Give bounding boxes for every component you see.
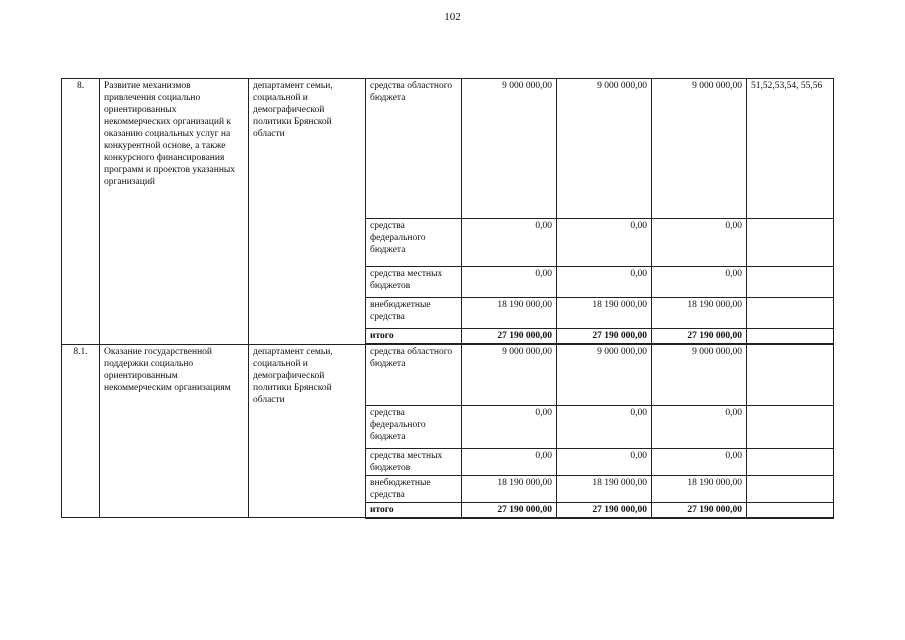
amount-cell: 0,00 xyxy=(557,267,652,298)
page-number: 102 xyxy=(444,11,461,23)
funding-source-total: итого xyxy=(366,329,462,345)
funding-source: средства федерального бюджета xyxy=(366,219,462,267)
amount-cell: 18 190 000,00 xyxy=(462,475,557,502)
amount-cell: 9 000 000,00 xyxy=(462,79,557,219)
amount-cell: 18 190 000,00 xyxy=(462,298,557,329)
row-number: 8.1. xyxy=(62,344,100,518)
amount-cell: 9 000 000,00 xyxy=(652,344,747,405)
amount-cell: 0,00 xyxy=(557,448,652,475)
measure-title: Оказание государственной поддержки социально ориентированным некоммерческим организациям xyxy=(100,344,249,518)
indicator-cell xyxy=(747,475,834,502)
indicator-refs: 51,52,53,54, 55,56 xyxy=(747,79,834,219)
funding-source: средства областного бюджета xyxy=(366,344,462,405)
total-amount: 27 190 000,00 xyxy=(462,502,557,518)
funding-source: средства областного бюджета xyxy=(366,79,462,219)
amount-cell: 0,00 xyxy=(557,405,652,448)
funding-source: внебюджетные средства xyxy=(366,298,462,329)
executor: департамент семьи, социальной и демографической политики Брянской области xyxy=(249,344,366,518)
total-amount: 27 190 000,00 xyxy=(462,329,557,345)
amount-cell: 0,00 xyxy=(462,405,557,448)
indicator-cell xyxy=(747,219,834,267)
measure-title: Развитие механизмов привлечения социально ориентированных некоммерческих организаций к оказанию социальных услуг на конкурентной основе, а также конкурсного финансирования программ и проектов указанных организаций xyxy=(100,79,249,345)
indicator-refs xyxy=(747,344,834,405)
indicator-cell xyxy=(747,405,834,448)
row-number: 8. xyxy=(62,79,100,345)
table-row xyxy=(62,79,834,219)
table-row xyxy=(62,344,834,405)
amount-cell: 0,00 xyxy=(652,219,747,267)
amount-cell: 18 190 000,00 xyxy=(652,475,747,502)
amount-cell: 0,00 xyxy=(462,219,557,267)
program-table xyxy=(61,78,834,519)
amount-cell: 9 000 000,00 xyxy=(557,79,652,219)
amount-cell: 18 190 000,00 xyxy=(652,298,747,329)
total-amount: 27 190 000,00 xyxy=(557,502,652,518)
indicator-cell xyxy=(747,267,834,298)
funding-source: средства местных бюджетов xyxy=(366,267,462,298)
indicator-cell xyxy=(747,502,834,518)
total-amount: 27 190 000,00 xyxy=(652,329,747,345)
amount-cell: 0,00 xyxy=(557,219,652,267)
amount-cell: 18 190 000,00 xyxy=(557,298,652,329)
funding-source: средства федерального бюджета xyxy=(366,405,462,448)
funding-source: внебюджетные средства xyxy=(366,475,462,502)
total-amount: 27 190 000,00 xyxy=(652,502,747,518)
amount-cell: 0,00 xyxy=(652,405,747,448)
indicator-cell xyxy=(747,448,834,475)
funding-source-total: итого xyxy=(366,502,462,518)
executor: департамент семьи, социальной и демографической политики Брянской области xyxy=(249,79,366,345)
amount-cell: 9 000 000,00 xyxy=(557,344,652,405)
amount-cell: 9 000 000,00 xyxy=(652,79,747,219)
amount-cell: 0,00 xyxy=(652,448,747,475)
indicator-cell xyxy=(747,298,834,329)
funding-source: средства местных бюджетов xyxy=(366,448,462,475)
total-amount: 27 190 000,00 xyxy=(557,329,652,345)
indicator-cell xyxy=(747,329,834,345)
amount-cell: 0,00 xyxy=(652,267,747,298)
amount-cell: 0,00 xyxy=(462,448,557,475)
amount-cell: 18 190 000,00 xyxy=(557,475,652,502)
amount-cell: 9 000 000,00 xyxy=(462,344,557,405)
amount-cell: 0,00 xyxy=(462,267,557,298)
